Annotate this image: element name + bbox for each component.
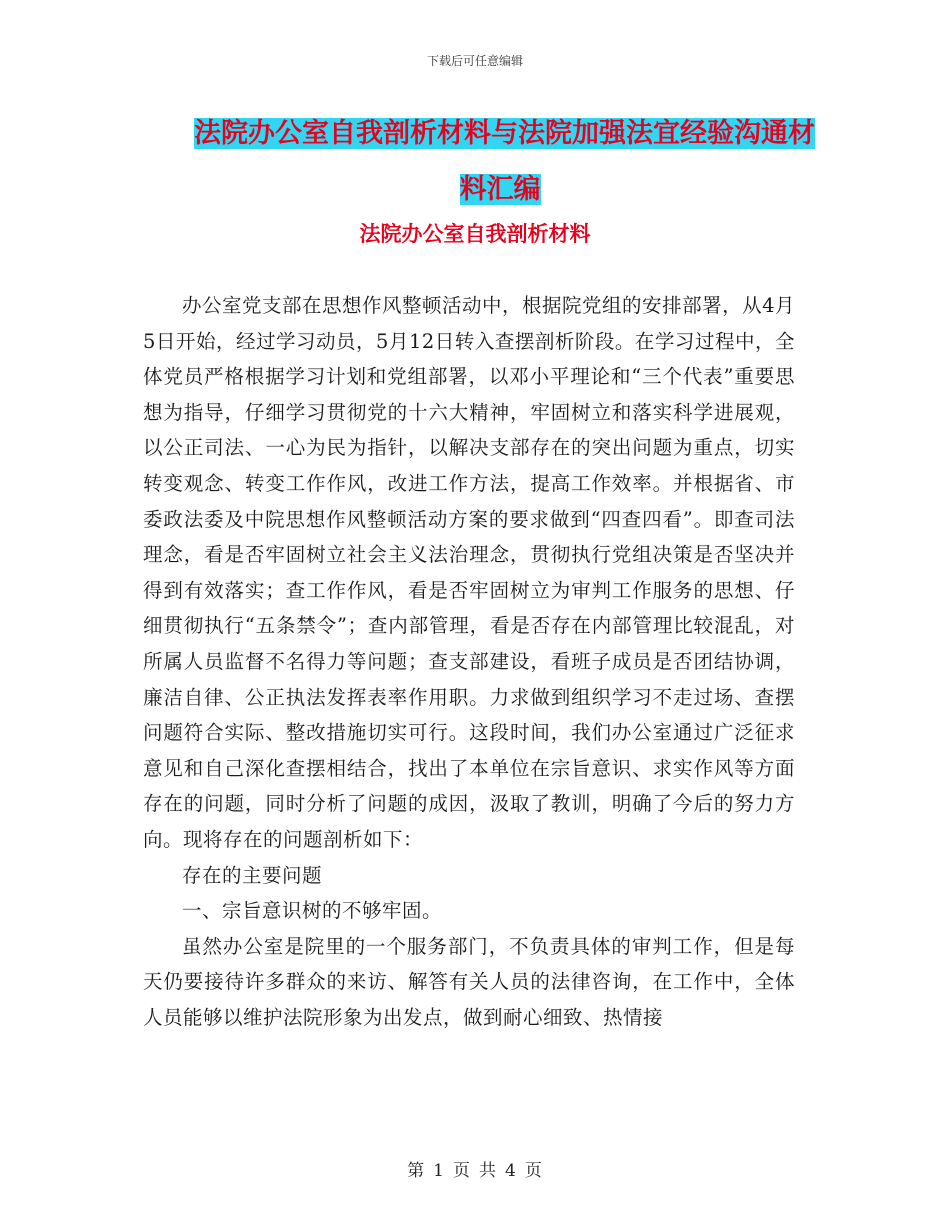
document-title-line-2-text: 料汇编 <box>459 174 541 205</box>
paragraph: 虽然办公室是院里的一个服务部门，不负责具体的审判工作，但是每天仍要接待许多群众的来访、解答有关人员的法律咨询，在工作中，全体人员能够以维护法院形象为出发点，做到耐心细致、热情接 <box>143 934 795 1029</box>
body-text <box>143 288 795 1035</box>
document-title-line-1 <box>150 106 850 162</box>
paragraph: 存在的主要问题 <box>182 863 323 887</box>
footer-prefix: 第 <box>407 1161 426 1181</box>
header-note: 下载后可任意编辑 <box>426 54 523 68</box>
footer-suffix: 页 <box>524 1161 543 1181</box>
paragraph: 一、宗旨意识树的不够牢固。 <box>182 899 443 923</box>
footer-page-label: 页 <box>453 1161 471 1181</box>
document-title <box>150 106 850 218</box>
page-footer <box>0 1156 950 1181</box>
footer-total-label: 共 <box>479 1161 497 1181</box>
document-title-line-2 <box>150 162 850 218</box>
paragraph: 办公室党支部在思想作风整顿活动中，根据院党组的安排部署，从4月5日开始，经过学习动员，5月12日转入查摆剖析阶段。在学习过程中，全体党员严格根据学习计划和党组部署，以邓小平理论和“三个代表”重要思想为指导，仔细学习贯彻党的十六大精神，牢固树立和落实科学进展观，以公正司法、一心为民为指针，以解决支部存在的突出问题为重点，切实转变观念、转变工作作风，改进工作方法，提高工作效率。并根据省、市委政法委及中院思想作风整顿活动方案的要求做到“四查四看”。即查司法理念，看是否牢固树立社会主义法治理念，贯彻执行党组决策是否坚决并得到有效落实；查工作作风，看是否牢固树立为审判工作服务的思想、仔细贯彻执行“五条禁令”；查内部管理，看是否存在内部管理比较混乱，对所属人员监督不名得力等问题；查支部建设，看班子成员是否团结协调，廉洁自律、公正执法发挥表率作用职。力求做到组织学习不走过场、查摆问题符合实际、整改措施切实可行。这段时间，我们办公室通过广泛征求意见和自己深化查摆相结合，找出了本单位在宗旨意识、求实作风等方面存在的问题，同时分析了问题的成因，汲取了教训，明确了今后的努力方向。现将存在的问题剖析如下： <box>143 294 795 851</box>
footer-total-pages: 4 <box>505 1161 517 1181</box>
document-title-line-1-text: 法院办公室自我剖析材料与法院加强法宜经验沟通材 <box>194 118 815 149</box>
footer-page-number: 1 <box>433 1161 445 1181</box>
section-title: 法院办公室自我剖析材料 <box>359 221 591 246</box>
